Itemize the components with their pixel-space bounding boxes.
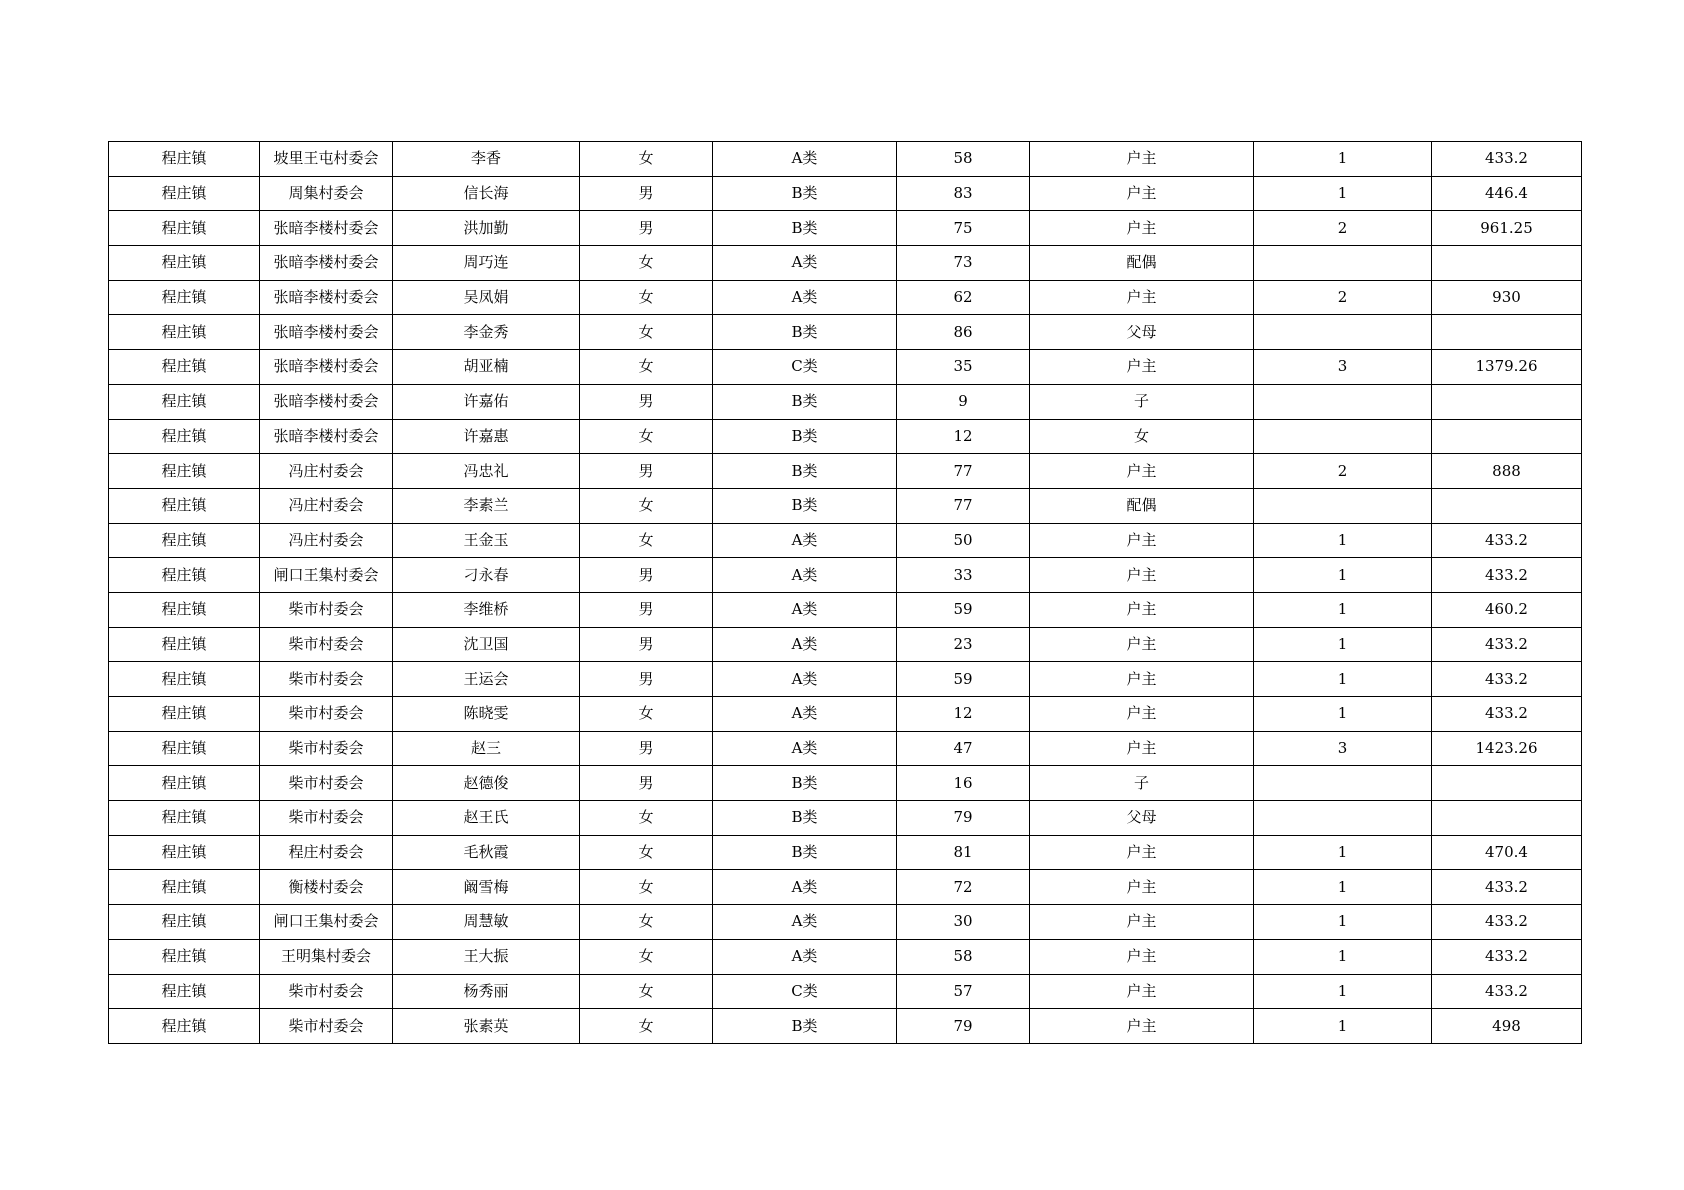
category-cell: A类	[713, 592, 897, 627]
gender-cell: 女	[580, 870, 713, 905]
table-row	[109, 211, 1582, 246]
amount-cell	[1432, 419, 1582, 454]
village-committee-cell: 张暗李楼村委会	[260, 384, 393, 419]
gender-cell: 女	[580, 835, 713, 870]
town-cell: 程庄镇	[109, 384, 260, 419]
household-size-cell: 1	[1254, 662, 1432, 697]
amount-cell	[1432, 488, 1582, 523]
amount-cell: 930	[1432, 280, 1582, 315]
gender-cell: 女	[580, 246, 713, 281]
village-committee-cell: 柴市村委会	[260, 974, 393, 1009]
relation-cell: 户主	[1030, 454, 1254, 489]
table-row	[109, 523, 1582, 558]
table-row	[109, 939, 1582, 974]
age-cell: 59	[897, 592, 1030, 627]
amount-cell: 433.2	[1432, 697, 1582, 732]
village-committee-cell: 柴市村委会	[260, 1009, 393, 1044]
gender-cell: 男	[580, 558, 713, 593]
table-row	[109, 142, 1582, 177]
amount-cell: 433.2	[1432, 662, 1582, 697]
amount-cell: 460.2	[1432, 592, 1582, 627]
town-cell: 程庄镇	[109, 939, 260, 974]
table-row	[109, 488, 1582, 523]
name-cell: 李素兰	[393, 488, 580, 523]
village-committee-cell: 柴市村委会	[260, 662, 393, 697]
town-cell: 程庄镇	[109, 870, 260, 905]
name-cell: 信长海	[393, 176, 580, 211]
relation-cell: 父母	[1030, 801, 1254, 836]
household-size-cell: 1	[1254, 697, 1432, 732]
category-cell: A类	[713, 905, 897, 940]
roster-body	[109, 142, 1582, 1044]
category-cell: A类	[713, 731, 897, 766]
amount-cell: 961.25	[1432, 211, 1582, 246]
age-cell: 77	[897, 488, 1030, 523]
category-cell: C类	[713, 974, 897, 1009]
category-cell: B类	[713, 176, 897, 211]
name-cell: 李维桥	[393, 592, 580, 627]
household-size-cell	[1254, 766, 1432, 801]
relation-cell: 户主	[1030, 176, 1254, 211]
gender-cell: 女	[580, 350, 713, 385]
town-cell: 程庄镇	[109, 905, 260, 940]
name-cell: 王金玉	[393, 523, 580, 558]
village-committee-cell: 程庄村委会	[260, 835, 393, 870]
relation-cell: 配偶	[1030, 488, 1254, 523]
category-cell: B类	[713, 488, 897, 523]
gender-cell: 男	[580, 766, 713, 801]
age-cell: 12	[897, 697, 1030, 732]
village-committee-cell: 坡里王屯村委会	[260, 142, 393, 177]
household-size-cell: 1	[1254, 592, 1432, 627]
gender-cell: 女	[580, 801, 713, 836]
name-cell: 刁永春	[393, 558, 580, 593]
age-cell: 47	[897, 731, 1030, 766]
village-committee-cell: 柴市村委会	[260, 801, 393, 836]
category-cell: A类	[713, 939, 897, 974]
age-cell: 58	[897, 939, 1030, 974]
category-cell: B类	[713, 835, 897, 870]
name-cell: 李金秀	[393, 315, 580, 350]
village-committee-cell: 柴市村委会	[260, 731, 393, 766]
amount-cell: 433.2	[1432, 974, 1582, 1009]
village-committee-cell: 张暗李楼村委会	[260, 315, 393, 350]
table-row	[109, 731, 1582, 766]
relation-cell: 户主	[1030, 592, 1254, 627]
village-committee-cell: 冯庄村委会	[260, 488, 393, 523]
category-cell: B类	[713, 1009, 897, 1044]
table-row	[109, 384, 1582, 419]
amount-cell	[1432, 766, 1582, 801]
category-cell: A类	[713, 697, 897, 732]
name-cell: 阚雪梅	[393, 870, 580, 905]
household-size-cell	[1254, 488, 1432, 523]
table-row	[109, 766, 1582, 801]
age-cell: 57	[897, 974, 1030, 1009]
household-size-cell: 1	[1254, 870, 1432, 905]
name-cell: 胡亚楠	[393, 350, 580, 385]
table-row	[109, 974, 1582, 1009]
amount-cell	[1432, 384, 1582, 419]
village-committee-cell: 柴市村委会	[260, 627, 393, 662]
age-cell: 62	[897, 280, 1030, 315]
table-row	[109, 592, 1582, 627]
gender-cell: 女	[580, 142, 713, 177]
table-row	[109, 801, 1582, 836]
town-cell: 程庄镇	[109, 662, 260, 697]
relation-cell: 户主	[1030, 211, 1254, 246]
town-cell: 程庄镇	[109, 801, 260, 836]
name-cell: 沈卫国	[393, 627, 580, 662]
household-size-cell: 1	[1254, 939, 1432, 974]
relation-cell: 户主	[1030, 835, 1254, 870]
village-committee-cell: 柴市村委会	[260, 766, 393, 801]
relation-cell: 户主	[1030, 974, 1254, 1009]
name-cell: 毛秋霞	[393, 835, 580, 870]
town-cell: 程庄镇	[109, 280, 260, 315]
roster-sheet	[108, 141, 1581, 1044]
town-cell: 程庄镇	[109, 350, 260, 385]
village-committee-cell: 张暗李楼村委会	[260, 211, 393, 246]
gender-cell: 男	[580, 731, 713, 766]
name-cell: 李香	[393, 142, 580, 177]
category-cell: A类	[713, 662, 897, 697]
gender-cell: 女	[580, 939, 713, 974]
category-cell: B类	[713, 211, 897, 246]
amount-cell: 446.4	[1432, 176, 1582, 211]
town-cell: 程庄镇	[109, 592, 260, 627]
table-row	[109, 558, 1582, 593]
name-cell: 吴凤娟	[393, 280, 580, 315]
gender-cell: 男	[580, 662, 713, 697]
relation-cell: 户主	[1030, 523, 1254, 558]
village-committee-cell: 张暗李楼村委会	[260, 280, 393, 315]
amount-cell: 433.2	[1432, 558, 1582, 593]
age-cell: 75	[897, 211, 1030, 246]
town-cell: 程庄镇	[109, 766, 260, 801]
household-size-cell	[1254, 246, 1432, 281]
town-cell: 程庄镇	[109, 558, 260, 593]
category-cell: B类	[713, 419, 897, 454]
household-size-cell: 1	[1254, 835, 1432, 870]
amount-cell: 433.2	[1432, 870, 1582, 905]
village-committee-cell: 张暗李楼村委会	[260, 419, 393, 454]
village-committee-cell: 闸口王集村委会	[260, 558, 393, 593]
table-row	[109, 905, 1582, 940]
gender-cell: 女	[580, 488, 713, 523]
age-cell: 59	[897, 662, 1030, 697]
table-row	[109, 315, 1582, 350]
age-cell: 81	[897, 835, 1030, 870]
amount-cell: 433.2	[1432, 627, 1582, 662]
town-cell: 程庄镇	[109, 697, 260, 732]
town-cell: 程庄镇	[109, 142, 260, 177]
name-cell: 张素英	[393, 1009, 580, 1044]
town-cell: 程庄镇	[109, 1009, 260, 1044]
gender-cell: 女	[580, 974, 713, 1009]
household-size-cell: 3	[1254, 731, 1432, 766]
relation-cell: 子	[1030, 384, 1254, 419]
gender-cell: 男	[580, 384, 713, 419]
town-cell: 程庄镇	[109, 419, 260, 454]
village-committee-cell: 周集村委会	[260, 176, 393, 211]
village-committee-cell: 柴市村委会	[260, 592, 393, 627]
relation-cell: 户主	[1030, 662, 1254, 697]
town-cell: 程庄镇	[109, 974, 260, 1009]
gender-cell: 男	[580, 592, 713, 627]
amount-cell: 888	[1432, 454, 1582, 489]
name-cell: 许嘉佑	[393, 384, 580, 419]
town-cell: 程庄镇	[109, 523, 260, 558]
town-cell: 程庄镇	[109, 731, 260, 766]
household-size-cell: 1	[1254, 627, 1432, 662]
category-cell: A类	[713, 246, 897, 281]
amount-cell: 433.2	[1432, 905, 1582, 940]
name-cell: 周巧连	[393, 246, 580, 281]
name-cell: 杨秀丽	[393, 974, 580, 1009]
age-cell: 77	[897, 454, 1030, 489]
gender-cell: 男	[580, 627, 713, 662]
household-size-cell: 1	[1254, 142, 1432, 177]
household-size-cell	[1254, 801, 1432, 836]
age-cell: 35	[897, 350, 1030, 385]
gender-cell: 女	[580, 1009, 713, 1044]
relation-cell: 户主	[1030, 142, 1254, 177]
category-cell: A类	[713, 627, 897, 662]
name-cell: 赵王氏	[393, 801, 580, 836]
household-size-cell	[1254, 315, 1432, 350]
name-cell: 赵三	[393, 731, 580, 766]
household-size-cell: 1	[1254, 558, 1432, 593]
gender-cell: 女	[580, 419, 713, 454]
town-cell: 程庄镇	[109, 488, 260, 523]
table-row	[109, 835, 1582, 870]
table-row	[109, 246, 1582, 281]
household-size-cell	[1254, 384, 1432, 419]
amount-cell: 1423.26	[1432, 731, 1582, 766]
amount-cell: 433.2	[1432, 939, 1582, 974]
age-cell: 9	[897, 384, 1030, 419]
age-cell: 50	[897, 523, 1030, 558]
age-cell: 23	[897, 627, 1030, 662]
gender-cell: 男	[580, 176, 713, 211]
village-committee-cell: 冯庄村委会	[260, 523, 393, 558]
age-cell: 33	[897, 558, 1030, 593]
category-cell: B类	[713, 384, 897, 419]
gender-cell: 男	[580, 211, 713, 246]
household-size-cell: 1	[1254, 974, 1432, 1009]
name-cell: 王运会	[393, 662, 580, 697]
relation-cell: 户主	[1030, 280, 1254, 315]
relation-cell: 子	[1030, 766, 1254, 801]
amount-cell	[1432, 315, 1582, 350]
household-size-cell: 1	[1254, 905, 1432, 940]
village-committee-cell: 张暗李楼村委会	[260, 246, 393, 281]
category-cell: A类	[713, 558, 897, 593]
household-size-cell: 1	[1254, 176, 1432, 211]
age-cell: 16	[897, 766, 1030, 801]
table-row	[109, 1009, 1582, 1044]
table-row	[109, 176, 1582, 211]
relation-cell: 户主	[1030, 350, 1254, 385]
amount-cell: 433.2	[1432, 142, 1582, 177]
name-cell: 许嘉惠	[393, 419, 580, 454]
amount-cell: 498	[1432, 1009, 1582, 1044]
village-committee-cell: 王明集村委会	[260, 939, 393, 974]
gender-cell: 女	[580, 905, 713, 940]
gender-cell: 女	[580, 697, 713, 732]
age-cell: 12	[897, 419, 1030, 454]
gender-cell: 女	[580, 523, 713, 558]
relation-cell: 户主	[1030, 939, 1254, 974]
relation-cell: 户主	[1030, 905, 1254, 940]
household-size-cell: 1	[1254, 1009, 1432, 1044]
town-cell: 程庄镇	[109, 246, 260, 281]
age-cell: 83	[897, 176, 1030, 211]
relation-cell: 女	[1030, 419, 1254, 454]
relation-cell: 户主	[1030, 870, 1254, 905]
household-size-cell: 2	[1254, 280, 1432, 315]
town-cell: 程庄镇	[109, 315, 260, 350]
table-row	[109, 419, 1582, 454]
category-cell: C类	[713, 350, 897, 385]
age-cell: 58	[897, 142, 1030, 177]
category-cell: B类	[713, 801, 897, 836]
age-cell: 79	[897, 801, 1030, 836]
age-cell: 79	[897, 1009, 1030, 1044]
village-committee-cell: 闸口王集村委会	[260, 905, 393, 940]
age-cell: 72	[897, 870, 1030, 905]
village-committee-cell: 冯庄村委会	[260, 454, 393, 489]
relation-cell: 户主	[1030, 731, 1254, 766]
gender-cell: 女	[580, 280, 713, 315]
table-row	[109, 662, 1582, 697]
category-cell: B类	[713, 766, 897, 801]
amount-cell: 1379.26	[1432, 350, 1582, 385]
relation-cell: 父母	[1030, 315, 1254, 350]
category-cell: B类	[713, 454, 897, 489]
town-cell: 程庄镇	[109, 627, 260, 662]
name-cell: 周慧敏	[393, 905, 580, 940]
amount-cell: 433.2	[1432, 523, 1582, 558]
village-committee-cell: 衡楼村委会	[260, 870, 393, 905]
table-row	[109, 697, 1582, 732]
category-cell: A类	[713, 280, 897, 315]
category-cell: A类	[713, 142, 897, 177]
name-cell: 洪加勤	[393, 211, 580, 246]
category-cell: A类	[713, 523, 897, 558]
household-size-cell: 2	[1254, 454, 1432, 489]
roster-table	[108, 141, 1582, 1044]
table-row	[109, 870, 1582, 905]
table-row	[109, 627, 1582, 662]
table-row	[109, 350, 1582, 385]
gender-cell: 男	[580, 454, 713, 489]
household-size-cell: 1	[1254, 523, 1432, 558]
name-cell: 冯忠礼	[393, 454, 580, 489]
relation-cell: 户主	[1030, 627, 1254, 662]
household-size-cell: 3	[1254, 350, 1432, 385]
table-row	[109, 454, 1582, 489]
category-cell: A类	[713, 870, 897, 905]
relation-cell: 配偶	[1030, 246, 1254, 281]
name-cell: 陈晓雯	[393, 697, 580, 732]
amount-cell: 470.4	[1432, 835, 1582, 870]
town-cell: 程庄镇	[109, 454, 260, 489]
name-cell: 赵德俊	[393, 766, 580, 801]
village-committee-cell: 张暗李楼村委会	[260, 350, 393, 385]
category-cell: B类	[713, 315, 897, 350]
town-cell: 程庄镇	[109, 835, 260, 870]
village-committee-cell: 柴市村委会	[260, 697, 393, 732]
relation-cell: 户主	[1030, 697, 1254, 732]
amount-cell	[1432, 801, 1582, 836]
relation-cell: 户主	[1030, 558, 1254, 593]
gender-cell: 女	[580, 315, 713, 350]
age-cell: 73	[897, 246, 1030, 281]
name-cell: 王大振	[393, 939, 580, 974]
age-cell: 30	[897, 905, 1030, 940]
household-size-cell	[1254, 419, 1432, 454]
relation-cell: 户主	[1030, 1009, 1254, 1044]
table-row	[109, 280, 1582, 315]
household-size-cell: 2	[1254, 211, 1432, 246]
amount-cell	[1432, 246, 1582, 281]
town-cell: 程庄镇	[109, 176, 260, 211]
age-cell: 86	[897, 315, 1030, 350]
town-cell: 程庄镇	[109, 211, 260, 246]
